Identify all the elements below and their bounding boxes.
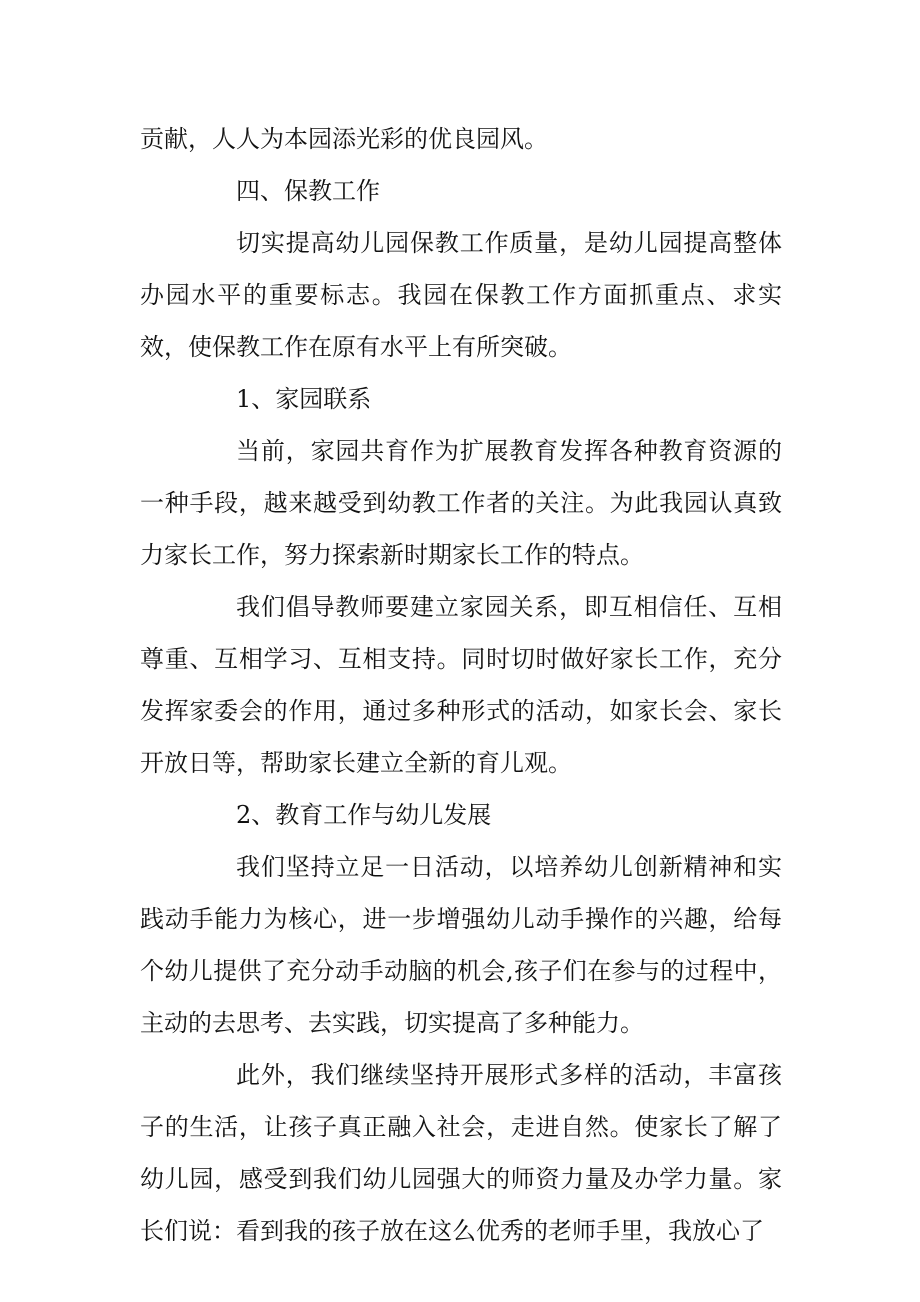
paragraph-diverse-activities: 此外，我们继续坚持开展形式多样的活动，丰富孩子的生活，让孩子真正融入社会，走进自然。使家长了解了幼儿园，感受到我们幼儿园强大的师资力量及办学力量。家长们说：看到我的孩子放在这么优秀的老师手里，我放心了 [140,1061,782,1245]
section-heading-childcare-work: 四、保教工作 [236,177,380,205]
paragraph-childcare-quality: 切实提高幼儿园保教工作质量，是幼儿园提高整体办园水平的重要标志。我园在保教工作方面抓重点、求实效，使保教工作在原有水平上有所突破。 [140,229,782,361]
paragraph-parent-relations: 我们倡导教师要建立家园关系，即互相信任、互相尊重、互相学习、互相支持。同时切时做好家长工作，充分发挥家委会的作用，通过多种形式的活动，如家长会、家长开放日等，帮助家长建立全新的育儿观。 [140,593,782,777]
document-body [140,113,782,1257]
paragraph-daily-activities: 我们坚持立足一日活动，以培养幼儿创新精神和实践动手能力为核心，进一步增强幼儿动手操作的兴趣，给每个幼儿提供了充分动手动脑的机会,孩子们在参与的过程中，主动的去思考、去实践，切实提高了多种能力。 [140,853,782,1037]
subheading-home-school-contact: 1、家园联系 [236,385,372,413]
subheading-education-development: 2、教育工作与幼儿发展 [236,801,492,829]
paragraph-continuation: 贡献，人人为本园添光彩的优良园风。 [140,125,548,153]
paragraph-home-school-coeducation: 当前，家园共育作为扩展教育发挥各种教育资源的一种手段，越来越受到幼教工作者的关注。为此我园认真致力家长工作，努力探索新时期家长工作的特点。 [140,437,782,569]
